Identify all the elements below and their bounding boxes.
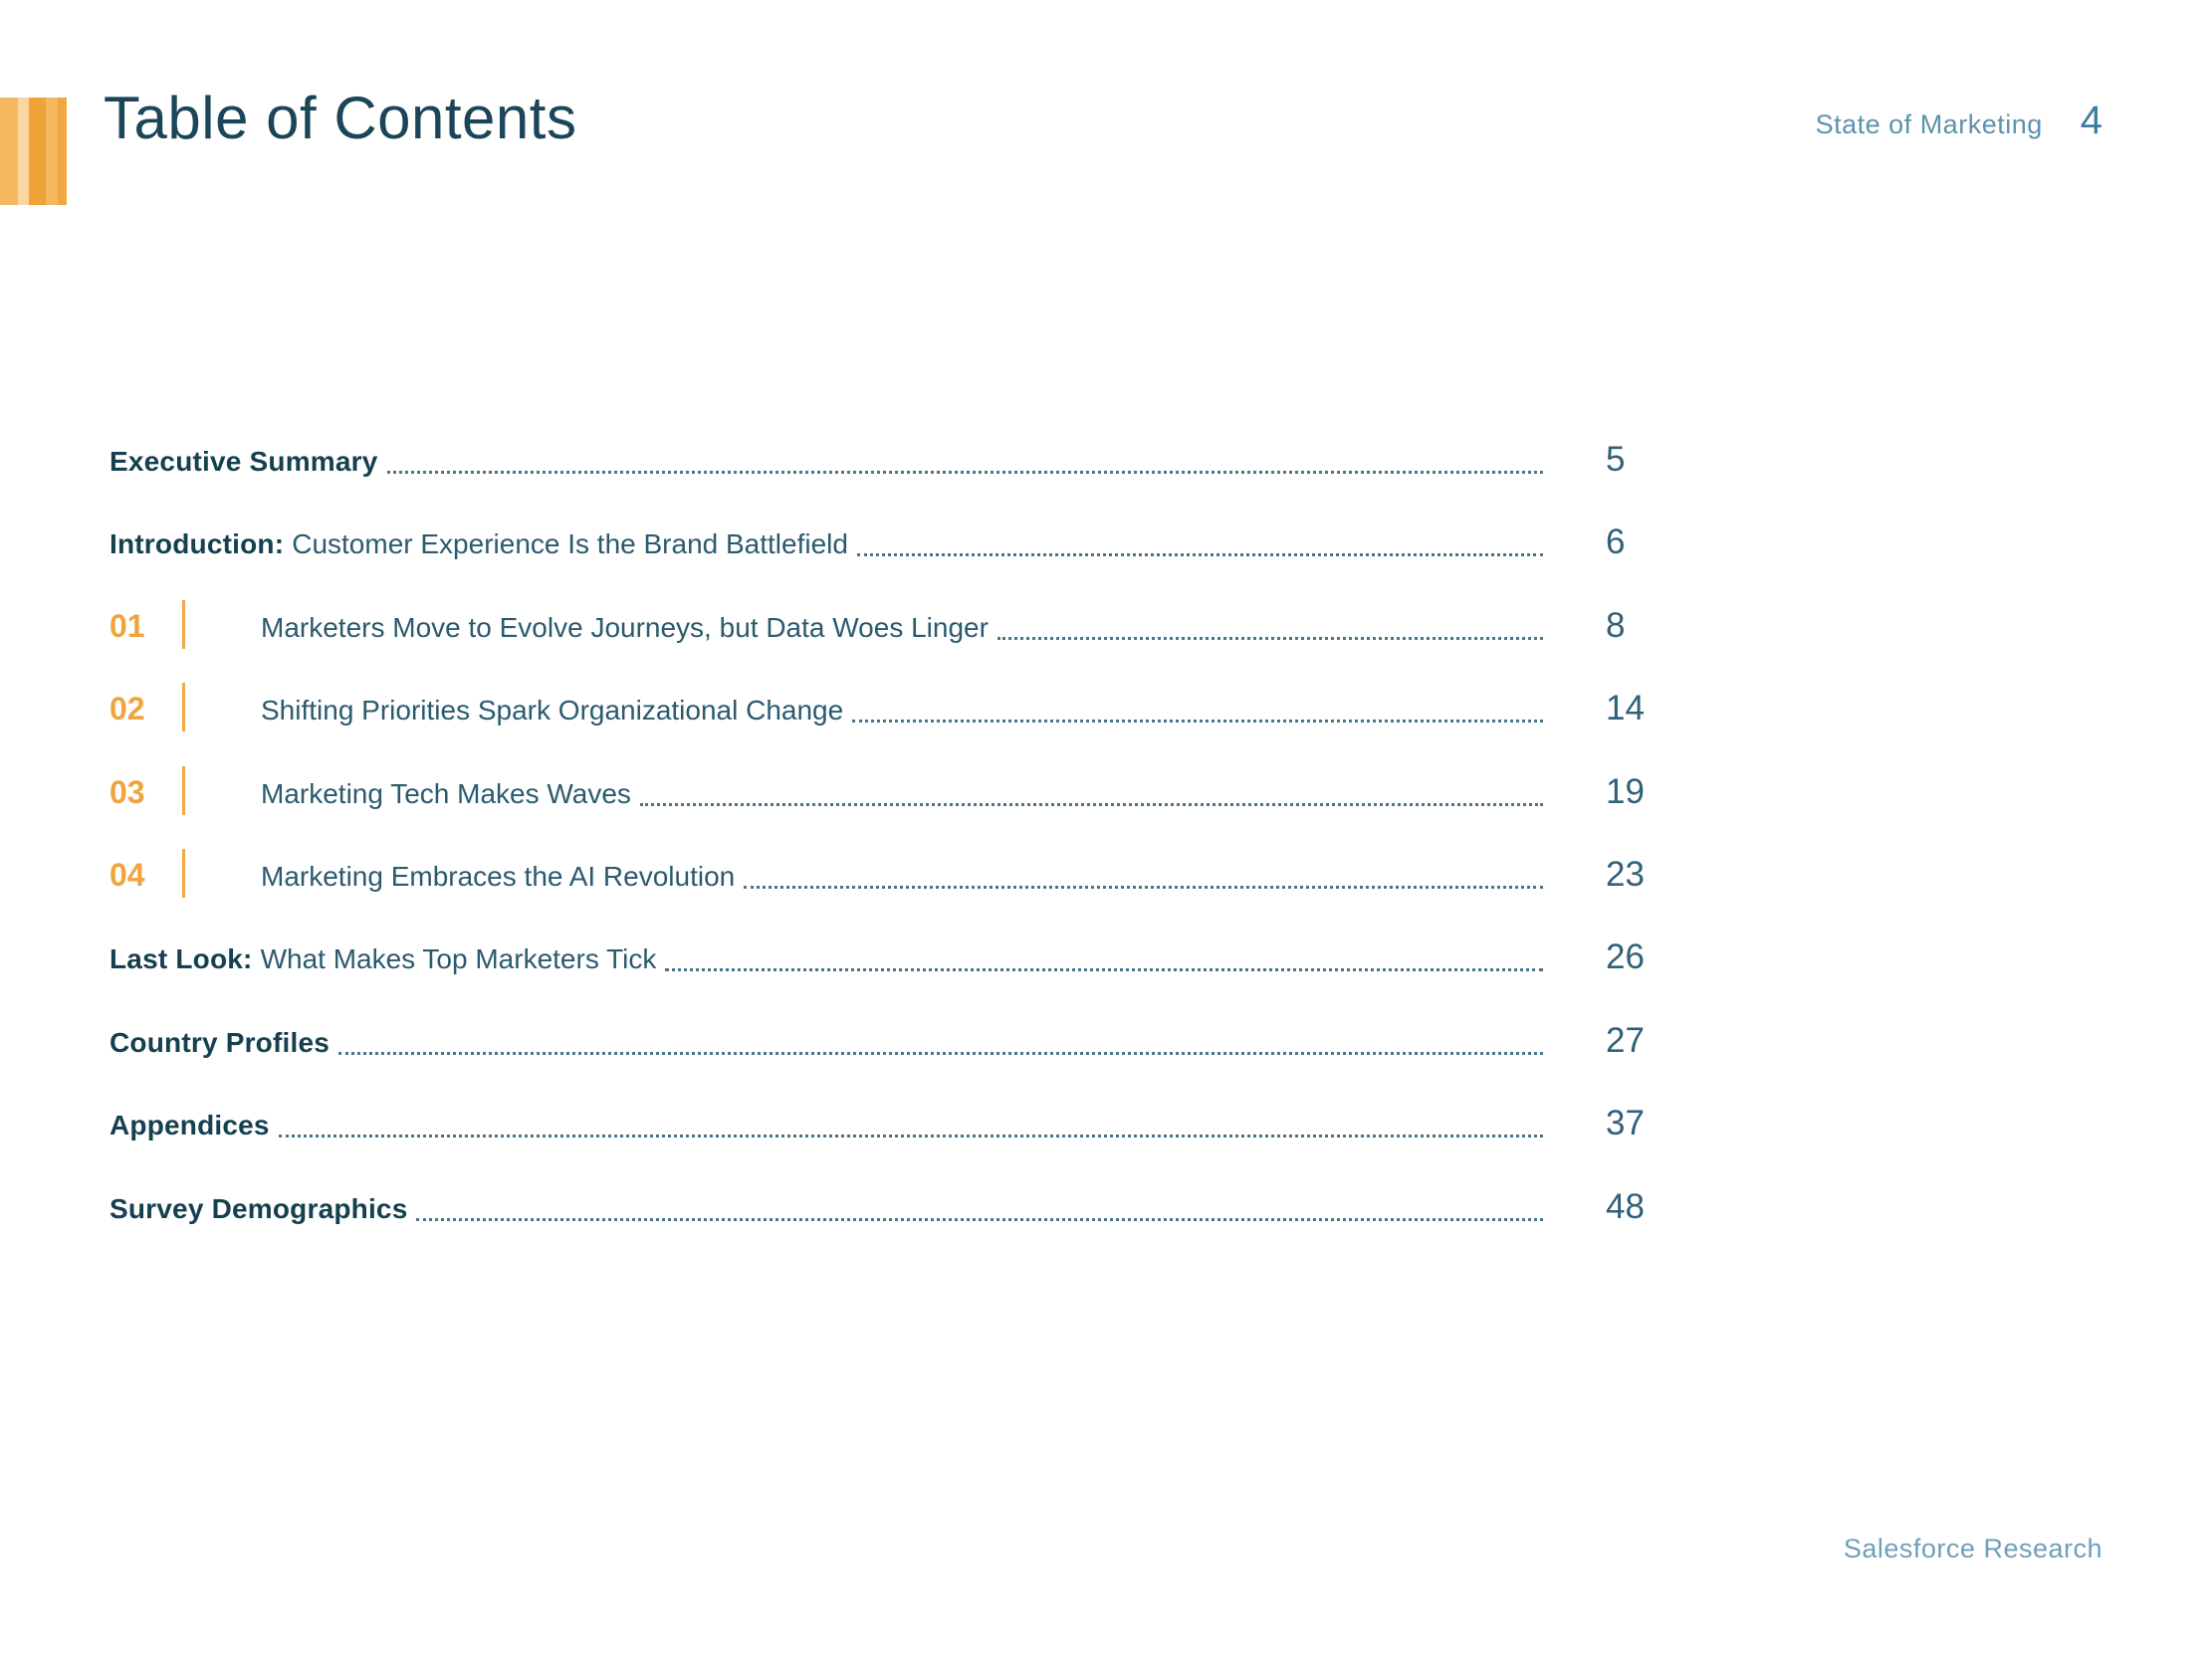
toc-entry[interactable] — [110, 427, 1702, 510]
dotted-leader — [852, 718, 1543, 723]
dotted-leader — [665, 966, 1543, 971]
chapter-divider-bar — [182, 600, 185, 649]
footer-credit: Salesforce Research — [1843, 1534, 2102, 1563]
toc-entry[interactable] — [110, 1008, 1702, 1091]
toc-entry[interactable] — [110, 593, 1702, 676]
dotted-leader — [416, 1216, 1543, 1221]
brand-stripe — [18, 98, 29, 205]
brand-stripe — [46, 98, 58, 205]
page-title: Table of Contents — [104, 85, 577, 151]
brand-stripe — [0, 98, 18, 205]
dotted-leader — [997, 635, 1543, 640]
toc-entry[interactable] — [110, 676, 1702, 758]
entry-title-rest: Marketing Embraces the AI Revolution — [261, 860, 736, 892]
entry-title-rest: Customer Experience Is the Brand Battlefield — [292, 528, 848, 560]
dotted-leader — [857, 551, 1543, 556]
chapter-divider-bar — [182, 766, 185, 815]
entry-page-number: 5 — [1606, 440, 1626, 479]
entry-title-rest: Marketing Tech Makes Waves — [261, 777, 631, 809]
entry-title-bold: Appendices — [110, 1110, 270, 1141]
dotted-leader — [387, 469, 1543, 474]
entry-page-number: 27 — [1606, 1020, 1645, 1060]
entry-page-number: 48 — [1606, 1186, 1645, 1226]
chapter-number: 01 — [110, 607, 145, 644]
chapter-number: 04 — [110, 856, 145, 893]
entry-title-bold: Survey Demographics — [110, 1192, 408, 1224]
toc-entry[interactable] — [110, 510, 1702, 592]
entry-page-number: 26 — [1606, 937, 1645, 977]
brand-stripes-decoration — [0, 98, 67, 205]
current-page-number: 4 — [2080, 99, 2102, 142]
toc-entry[interactable] — [110, 1174, 1702, 1257]
dotted-leader — [640, 801, 1543, 806]
toc-entry[interactable] — [110, 759, 1702, 842]
chapter-number: 03 — [110, 773, 145, 810]
entry-page-number: 37 — [1606, 1104, 1645, 1143]
dotted-leader — [338, 1050, 1543, 1055]
entry-page-number: 14 — [1606, 689, 1645, 728]
entry-title-bold: Country Profiles — [110, 1026, 331, 1058]
entry-page-number: 19 — [1606, 771, 1645, 811]
chapter-divider-bar — [182, 683, 185, 731]
entry-title-bold: Executive Summary — [110, 446, 378, 477]
entry-title-rest: Shifting Priorities Spark Organizational Change — [261, 695, 844, 726]
toc-list — [110, 427, 1702, 1257]
dotted-leader — [744, 884, 1543, 889]
brand-stripe — [29, 98, 46, 205]
brand-stripe — [58, 98, 67, 205]
header-right — [1816, 99, 2102, 143]
entry-title-rest: Marketers Move to Evolve Journeys, but Data Woes Linger — [261, 611, 989, 643]
entry-page-number: 23 — [1606, 854, 1645, 894]
chapter-divider-bar — [182, 849, 185, 898]
entry-title-bold: Introduction: — [110, 528, 285, 560]
toc-entry[interactable] — [110, 842, 1702, 925]
publication-name: State of Marketing — [1815, 109, 2043, 139]
dotted-leader — [279, 1133, 1543, 1138]
chapter-number: 02 — [110, 691, 145, 727]
entry-page-number: 8 — [1606, 605, 1626, 645]
entry-page-number: 6 — [1606, 522, 1626, 562]
toc-entry[interactable] — [110, 1091, 1702, 1173]
entry-title-bold: Last Look: — [110, 943, 253, 975]
entry-title-rest: What Makes Top Marketers Tick — [260, 943, 657, 975]
toc-entry[interactable] — [110, 925, 1702, 1007]
